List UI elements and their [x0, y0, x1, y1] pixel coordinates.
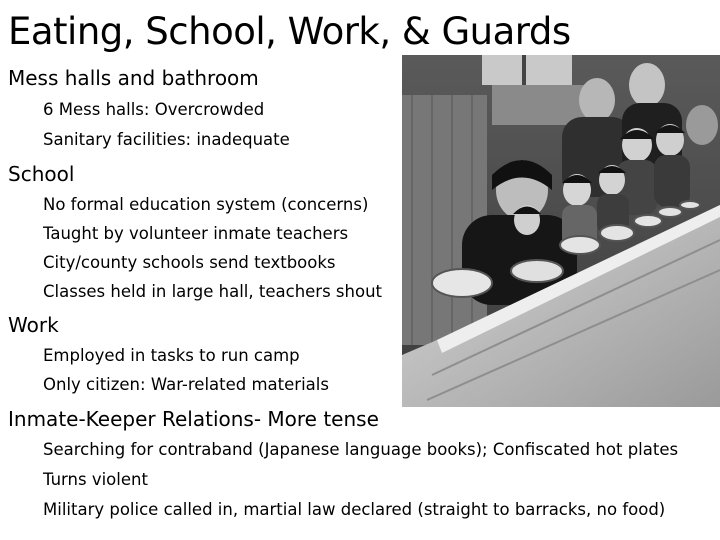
bullet-text: Turns violent: [43, 470, 148, 489]
section-heading-mess-halls: Mess halls and bathroom: [8, 66, 259, 90]
mess-hall-photo: [402, 55, 720, 407]
bullet-text: Only citizen: War-related materials: [43, 375, 329, 394]
bullet-text: Taught by volunteer inmate teachers: [43, 224, 349, 243]
bullet-text: Employed in tasks to run camp: [43, 346, 300, 365]
bullet-text: City/county schools send textbooks: [43, 253, 336, 272]
bullet-text: Military police called in, martial law declared (straight to barracks, no food): [43, 500, 666, 519]
section-heading-inmate-keeper-relations: Inmate-Keeper Relations- More tense: [8, 407, 379, 431]
bullet-text: Classes held in large hall, teachers shout: [43, 282, 382, 301]
bullet-text: 6 Mess halls: Overcrowded: [43, 100, 265, 119]
section-heading-work: Work: [8, 313, 59, 337]
mess-hall-photo-graphic: [402, 55, 720, 407]
bullet-text: Searching for contraband (Japanese language books); Confiscated hot plates: [43, 440, 679, 459]
section-heading-school: School: [8, 162, 75, 186]
bullet-text: No formal education system (concerns): [43, 195, 369, 214]
slide-title: Eating, School, Work, & Guards: [8, 10, 571, 53]
bullet-text: Sanitary facilities: inadequate: [43, 130, 290, 149]
